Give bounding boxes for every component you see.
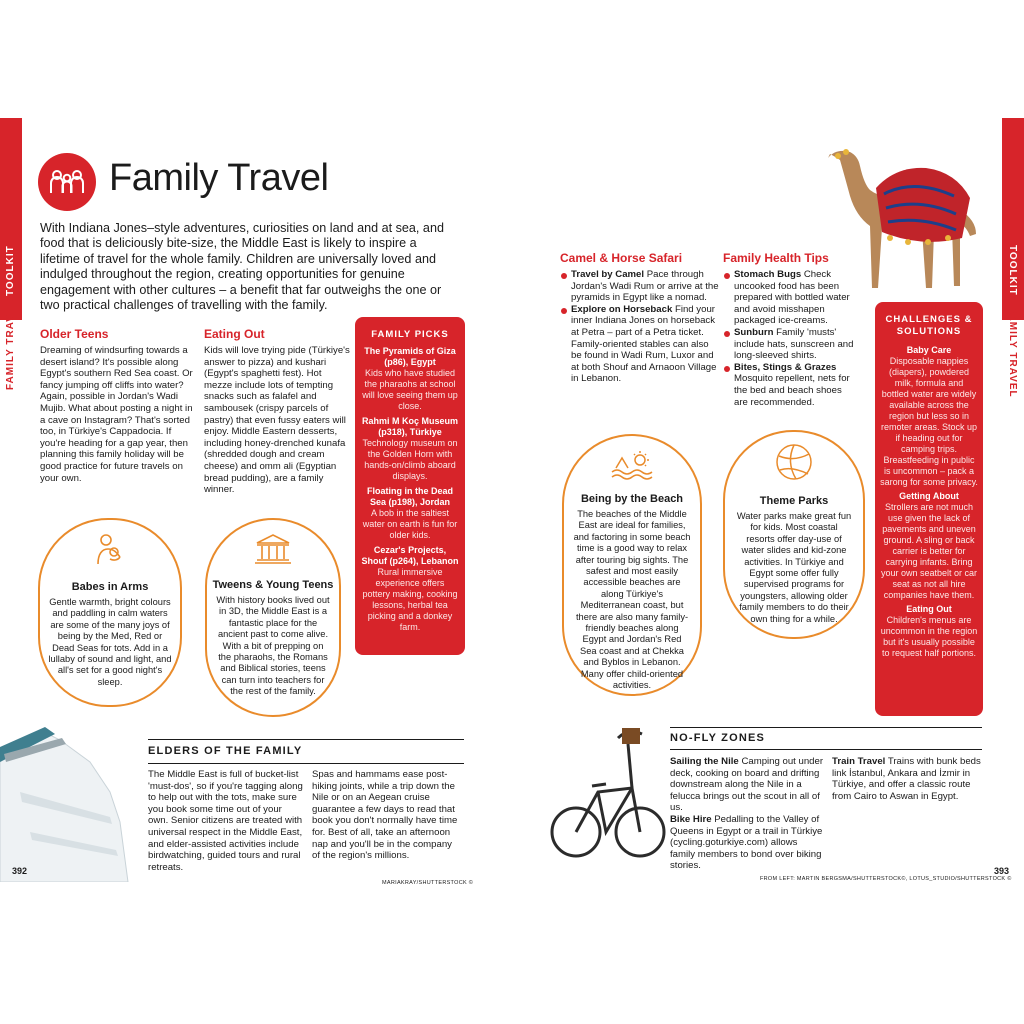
page-number-right: 393 (994, 866, 1010, 876)
babes-in-arms-title: Babes in Arms (71, 581, 149, 593)
list-item: Travel by Camel Pace through Jordan's Wadi Rum or arrive at the pyramids in Egypt like a nomad. (560, 269, 720, 304)
tweens-title: Tweens & Young Teens (212, 579, 334, 591)
list-item: Train Travel Trains with bunk beds link İstanbul, Ankara and İzmir in Türkiye, and offer a classic route from Cairo to Aswan in Egypt. (832, 756, 981, 802)
beach-ball-icon (725, 442, 863, 487)
temple-icon (207, 532, 339, 571)
theme-parks-body: Water parks make great fun for kids. Most coastal resorts offer day-use of water slides and kid-zone activities. In Türkiye and Egypt some offer fully supervised programs for youngsters, allowing older family members to do their own thing for a while. (736, 511, 852, 624)
beach-card (562, 434, 702, 696)
nofly-heading: NO-FLY ZONES (670, 732, 766, 744)
photo-credit-left: MARIAKRAY/SHUTTERSTOCK © (382, 880, 474, 886)
beach-body: The beaches of the Middle East are ideal for families, and factoring in some beach time is a good way to relax after touring big sights. The safest and most easily accessible beaches are along Türkiye's Mediterranean coast, but there are also many family-friendly beaches along Egypt and Jordan's Red Sea coast and at Chekka and Byblos in Lebanon. Many offer child-oriented activities. (573, 509, 691, 691)
nofly-col2 (832, 756, 982, 802)
babes-in-arms-body: Gentle warmth, bright colours and paddling in calm waters are some of the many joys of being by the Med, Red or Dead Seas for tots. Add in a lullaby of sound and light, and all's set for a good night's sleep. (48, 597, 172, 687)
challenge-title: Eating Out (906, 604, 952, 614)
elders-heading: ELDERS OF THE FAMILY (148, 745, 303, 757)
elders-top-rule (148, 739, 464, 740)
pick-desc: Kids who have studied the pharaohs at school will love seeing them up close. (362, 368, 458, 411)
tab-toolkit-right-label: TOOLKIT (1007, 245, 1018, 296)
elders-col2: Spas and hammams ease post-hiking joints, while a trip down the Nile or on an Aegean cruise guarantee a few days to read that book you don't normally have time for. Best of all, take an afternoon nap and you'll be in the company of the region's millions. (312, 769, 458, 862)
baby-icon (40, 532, 180, 573)
beach-sun-icon (564, 450, 700, 485)
pick-desc: A bob in the saltiest water on earth is fun for older kids. (362, 508, 458, 540)
challenge-title: Baby Care (906, 345, 952, 355)
challenge-title: Getting About (899, 491, 959, 501)
page-title: Family Travel (109, 157, 329, 199)
family-icon (38, 153, 96, 211)
eating-out-body: Kids will love trying pide (Türkiye's answer to pizza) and kushari (Egypt's spaghetti fest). Hot mezze include lots of tempting snacks such as falafel and sambousek (crispy parcels of pastry) that even fussy eaters will enjoy. Middle Eastern desserts, including honey-drenched kunafa (shredded dough and cream cheese) and omm ali (Egyptian bread pudding), are a family winner. (204, 345, 350, 496)
intro-paragraph: With Indiana Jones–style adventures, curiosities on land and at sea, and food that is deliciously bite-size, the Middle East is likely to inspire a lifetime of travel for the whole family. Children are universally loved and indulged throughout the region, creating opportunities for genuine engagement with other cultures – a benefit that far outweighs the one or two practical challenges of travelling with the family. (40, 221, 444, 313)
family-picks-heading: FAMILY PICKS (371, 329, 449, 340)
list-item: Sailing the Nile Camping out under deck, cooking on board and drifting downstream along the Nile in a felucca brings out the scout in all of us. (670, 756, 824, 814)
pick-title: Floating in the Dead Sea (p198), Jordan (366, 486, 453, 507)
beach-title: Being by the Beach (580, 493, 684, 505)
challenge-desc: Children's menus are uncommon in the region but it's usually possible to request half portions. (880, 615, 978, 658)
pick-desc: Rural immersive experience offers pottery making, cooking lessons, herbal tea picking and a donkey farm. (362, 567, 458, 632)
nofly-bottom-rule (670, 749, 982, 750)
elders-col1: The Middle East is full of bucket-list 'must-dos', so if you're tagging along to help out with the tots, make sure you book some time out of your own. Senior citizens are treated with universal respect in the Middle East, and elder-assisted activities include birdwatching, guided tours and rural retreats. (148, 769, 303, 873)
tweens-body: With history books lived out in 3D, the Middle East is a fantastic place for the ancient past to come alive. With a bit of prepping on the pharaohs, the Romans and Biblical stories, teens can turn into teachers for the rest of the family. (216, 595, 330, 697)
tab-family-travel-left-label: FAMILY TRAVEL (5, 299, 16, 390)
challenge-desc: Disposable nappies (diapers), powdered milk, formula and bottled water are widely available across the region but less so in remoter areas. Stock up if heading out for camping trips. Breastfeeding in public is uncommon – pack a sarong for some privacy. (880, 356, 978, 487)
page-number-left: 392 (12, 866, 28, 876)
theme-parks-title: Theme Parks (759, 495, 829, 507)
list-item: Sunburn Family 'musts' include hats, sunscreen and long-sleeved shirts. (723, 327, 858, 362)
nofly-col1 (670, 756, 825, 872)
list-item: Explore on Horseback Find your inner Indiana Jones on horseback at Petra – part of a Petra ticket. Family-oriented stables can also be found in Wadi Rum, Luxor and at both Shouf and Arnaoon Village in Lebanon. (560, 304, 720, 385)
pick-title: Cezar's Projects, Shouf (p264), Lebanon (361, 545, 459, 566)
health-heading: Family Health Tips (723, 251, 829, 265)
tab-family-travel-right-label: FAMILY TRAVEL (1007, 307, 1018, 398)
camel-horse-list (560, 269, 720, 385)
camel-horse-heading: Camel & Horse Safari (560, 251, 683, 265)
camel-image (818, 138, 986, 296)
photo-credit-right: FROM LEFT: MARTIN BERGSMA/SHUTTERSTOCK©, LOTUS_STUDIO/SHUTTERSTOCK © (760, 876, 1012, 882)
older-teens-heading: Older Teens (40, 327, 109, 341)
pick-title: Rahmi M Koç Museum (p318), Türkiye (361, 416, 458, 437)
bicycle-image (548, 704, 668, 874)
theme-parks-card (723, 430, 865, 639)
challenges-heading: CHALLENGES & SOLUTIONS (885, 314, 973, 337)
cruise-ship-image (0, 722, 138, 882)
family-picks-box (355, 317, 465, 655)
tweens-card (205, 518, 341, 717)
eating-out-heading: Eating Out (204, 327, 265, 341)
babes-in-arms-card (38, 518, 182, 707)
tab-toolkit-left-label: TOOLKIT (5, 245, 16, 296)
list-item: Stomach Bugs Check uncooked food has been prepared with bottled water and avoid misshapen packaged ice-creams. (723, 269, 858, 327)
challenges-box (875, 302, 983, 716)
nofly-top-rule (670, 727, 982, 728)
pick-title: The Pyramids of Giza (p86), Egypt (364, 346, 456, 367)
list-item: Bike Hire Pedalling to the Valley of Queens in Egypt or a trail in Türkiye (cycling.goturkiye.com) allows family members to bond over biking stories. (670, 813, 823, 872)
older-teens-body: Dreaming of windsurfing towards a desert island? It's possible along Egypt's southern Red Sea coast. Or fancy jumping off cliffs into water? Again, possible in Jordan's Wadi Mujib. What about posting a night in a cave on Instagram? That's sorted too, in Türkiye's Cappadocia. If you're heading for a gap year, then planning this family holiday will be good practice for future travels on your own. (40, 345, 193, 484)
challenge-desc: Strollers are not much use given the lack of pavements and uneven ground. A sling or back carrier is better for carrying infants. Bring your own seatbelt or car seat as not all hire companies have them. (880, 502, 978, 600)
pick-desc: Technology museum on the Golden Horn with hands-on/climb aboard displays. (362, 438, 458, 481)
elders-bottom-rule (148, 763, 464, 764)
list-item: Bites, Stings & Grazes Mosquito repellent, nets for the bed and beach shoes are recommended. (723, 362, 858, 408)
